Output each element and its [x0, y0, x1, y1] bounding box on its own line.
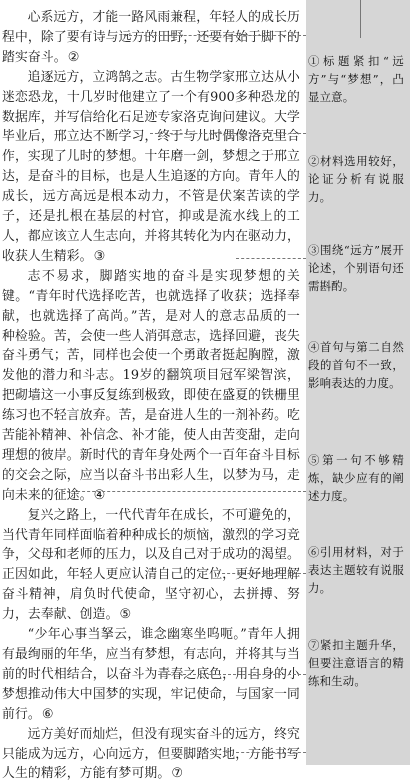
essay-paragraph-4	[2, 506, 300, 625]
essay-paragraph-2	[2, 68, 300, 267]
connector-line	[158, 674, 306, 675]
annotation-note-7: ⑦紧扣主题升华，但要注意语言的精练和生动。	[308, 638, 404, 689]
essay-paragraph-3	[2, 267, 300, 506]
essay-paragraph-1	[2, 8, 300, 68]
essay-paragraph-6	[2, 725, 300, 784]
annotation-marker: ⑦	[171, 766, 183, 782]
connector-line	[236, 258, 306, 259]
annotation-note-3: ③围绕“远方”展开论述，个别语句还需斟酌。	[308, 243, 404, 294]
paragraph-text: 心系远方，才能一路风雨兼程，年轻人的成长历程中，除了要有诗与远方的田野，还要有始于脚下的踏实奋斗。	[2, 10, 300, 65]
paragraph-text: 复兴之路上，一代代青年在成长，不可避免的，当代青年同样面临着种种成长的烦恼，激烈的学习竞争，父母和老师的压力，以及自己对于成功的渴望。正因如此，年轻人更应认清自己的定位，更好地理解奋斗精神，肩负时代使命，坚守初心，去拼搏、努力，去奉献、创造。	[2, 507, 300, 623]
paragraph-text: 追逐远方，立鸿鹄之志。古生物学家邢立达从小迷恋恐龙，十几岁时他建立了一个有900多种恐龙的数据库，并写信给化石足迹专家洛克询问建议。大学毕业后，邢立达不断学习，终于与儿时偶像洛克里合作，实现了儿时的梦想。十年磨一剑，梦想之于邢立达，是奋斗的目标，也是人生追逐的方向。青年人的成长，远方高远是根本动力，不管是伏案苦读的学子，还是扎根在基层的村官，抑或是流水线上的工人，都应该立人生志向，并将其转化为内在驱动力，收获人生精彩。	[2, 69, 300, 264]
connector-line	[360, 0, 361, 38]
annotation-note-4: ④首句与第二自然段的首句不一致，影响表达的力度。	[308, 340, 404, 391]
connector-line	[62, 491, 306, 492]
annotation-marker: ④	[93, 487, 106, 503]
connector-line	[236, 752, 306, 753]
essay-body	[2, 8, 300, 784]
connector-line	[150, 133, 306, 134]
paragraph-text: 远方美好而灿烂，但没有现实奋斗的远方，终究只能成为远方，心向远方，但要脚踏实地，方能书写人生的精彩，方能有梦可期。	[2, 726, 300, 782]
annotation-marker: ②	[67, 49, 80, 65]
connector-line	[124, 35, 306, 36]
paragraph-text: 志不易求，脚踏实地的奋斗是实现梦想的关键。“青年时代选择吃苦，也就选择了收获；选择奉献，也就选择了高尚。”苦，是对人的意志品质的一种检验。苦，会使一些人消弭意志，选择回避，丧失奋斗勇气；苦，同样也会使一个勇敢者挺起胸膛，激发他的潜力和斗志。19岁的翻筑项目冠军梁智滨，把砌墙这一小事反复练到极致，即使在盛夏的铁栅里练习也不轻言放弃。苦，是奋进人生的一剂补药。吃苦能补精神、补信念、补才能，使人由苦变甜，走向理想的彼岸。新时代的青年身处两个一百年奋斗目标的交会之际，应当以奋斗书出彩人生，以梦为马，走向未来的征途。	[2, 268, 300, 503]
paragraph-text: “少年心事当拏云，谁念幽寒坐呜呃。”青年人拥有最绚丽的年华，应当有梦想，有志向，并将其与当前的时代相结合，以奋斗为青春之底色，用自身的小梦想推动伟大中国梦的实现，牢记使命，与国家一同前行。	[2, 627, 300, 722]
annotation-marker: ⑤	[119, 607, 132, 623]
annotation-marker: ③	[93, 248, 106, 264]
annotation-note-5: ⑤第一句不够精炼，缺少应有的阐述力度。	[308, 453, 404, 504]
annotation-note-1: ①标题紧扣“远方”与“梦想”，凸显立意。	[308, 54, 404, 105]
annotation-marker: ⑥	[41, 706, 54, 722]
annotation-note-6: ⑥引用材料，对于表达主题较有说服力。	[308, 545, 404, 596]
connector-line	[217, 573, 306, 574]
annotation-note-2: ②材料选用较好，论证分析有说服力。	[308, 154, 404, 205]
